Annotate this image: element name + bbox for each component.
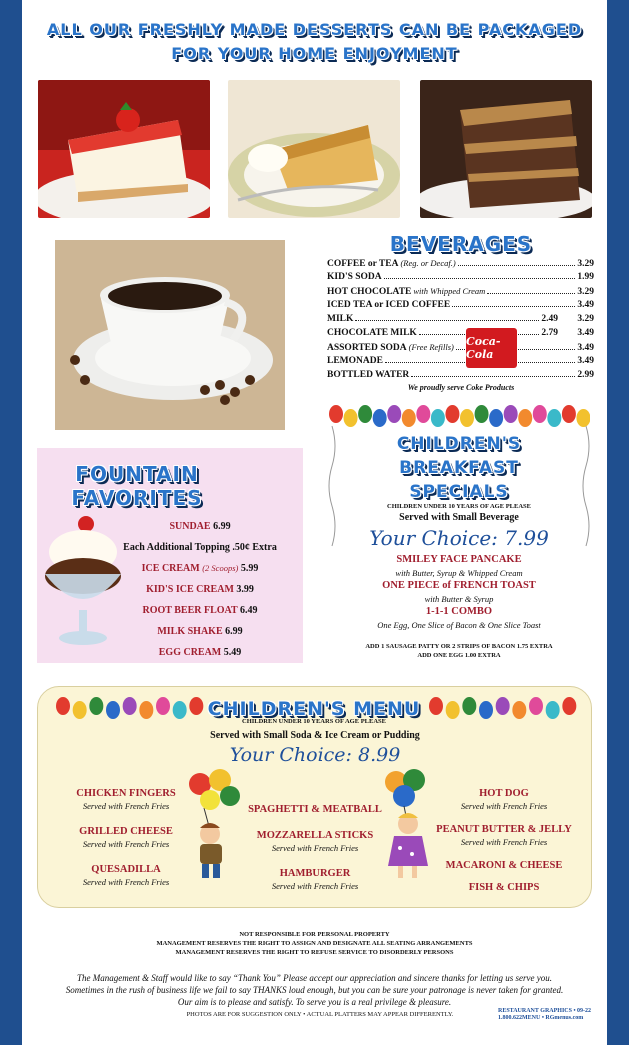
coca-cola-logo: Coca-Cola: [466, 328, 517, 368]
girl-with-balloons-illustration: [382, 768, 434, 880]
right-border: [607, 0, 629, 1045]
cheesecake-photo: [38, 80, 210, 218]
kids-menu-item-desc: Served with French Fries: [82, 877, 170, 887]
beverage-item: [327, 314, 594, 328]
thanks-line-2: Sometimes in the rush of business life we fail to say THANKS loud enough, but you can be sure your patronage is never taken for granted.: [65, 985, 564, 995]
kids-menu-balloons-left: [55, 692, 205, 726]
beverages-title: BEVERAGES: [389, 232, 533, 256]
fountain-item-price: .50¢ Extra: [232, 542, 277, 553]
kids-menu-item-desc: Served with French Fries: [271, 843, 359, 853]
dot-leader: [411, 376, 575, 377]
kids-menu-item: [432, 881, 576, 903]
beverage-price: 3.29: [577, 287, 594, 297]
fountain-item-price: 5.49: [223, 647, 242, 658]
kids-menu-column-1: [68, 787, 184, 901]
kids-breakfast-price: Your Choice: 7.99: [369, 526, 549, 550]
extra-egg: ADD ONE EGG 1.00 EXTRA: [417, 652, 501, 659]
fountain-item-price: 5.99: [240, 563, 259, 574]
beverage-price: 1.99: [577, 272, 594, 282]
beverage-name: COFFEE or TEA: [327, 259, 399, 269]
extra-sausage-bacon: ADD 1 SAUSAGE PATTY OR 2 STRIPS OF BACON 1.75 EXTRA: [365, 643, 553, 650]
balloon-decoration: [529, 697, 543, 715]
beverage-item: [327, 258, 594, 272]
breakfast-item-name: 1-1-1 COMBO: [425, 606, 493, 617]
fountain-item-note: (2 Scoops): [202, 563, 239, 573]
beverage-price: 2.99: [577, 370, 594, 380]
balloon-decoration: [479, 701, 493, 719]
balloon-decoration: [89, 697, 103, 715]
fountain-item-name: KID'S ICE CREAM: [146, 584, 234, 595]
balloon-decoration: [475, 405, 489, 423]
kids-menu-item: [432, 859, 576, 881]
kids-menu-item: [432, 823, 576, 859]
balloon-decoration: [56, 697, 70, 715]
beverage-name: HOT CHOCOLATE: [327, 287, 412, 297]
beverage-price-small: 2.49: [541, 314, 558, 324]
fountain-item: [97, 600, 303, 621]
beverage-note: (Free Refills): [408, 342, 454, 352]
beverage-note: (Reg. or Decaf.): [400, 258, 456, 268]
balloon-decoration: [329, 405, 343, 423]
balloon-decoration: [106, 701, 120, 719]
fountain-item: [97, 558, 303, 579]
kids-menu-item-desc: Served with French Fries: [460, 837, 548, 847]
fountain-item: [97, 642, 303, 663]
balloon-decoration: [431, 409, 445, 427]
fountain-item: [97, 516, 303, 537]
balloon-decoration: [416, 405, 430, 423]
balloon-decoration: [533, 405, 547, 423]
beverage-item: [327, 328, 594, 342]
dot-leader: [458, 265, 576, 266]
beverage-price: 3.49: [577, 356, 594, 366]
kids-breakfast-item-list: [336, 553, 582, 631]
fine-print-line-3: MANAGEMENT RESERVES THE RIGHT TO REFUSE SERVICE TO DISORDERLY PERSONS: [175, 949, 454, 956]
balloon-decoration: [547, 409, 561, 427]
fine-print: [40, 930, 589, 957]
beverage-item: [327, 272, 594, 286]
balloon-decoration: [73, 701, 87, 719]
kids-menu-balloons-right: [428, 692, 578, 726]
beverage-name: KID'S SODA: [327, 272, 382, 282]
kids-menu-item-name: QUESADILLA: [91, 864, 161, 875]
breakfast-item-desc: with Butter & Syrup: [424, 594, 494, 604]
coffee-cup-photo: [55, 240, 285, 430]
kids-menu-item-name: MACARONI & CHEESE: [445, 860, 563, 871]
header-line-2: FOR YOUR HOME ENJOYMENT: [171, 44, 458, 63]
kids-menu-title: CHILDREN'S MENU: [207, 698, 421, 720]
kids-menu-item-desc: Served with French Fries: [460, 801, 548, 811]
kids-breakfast-extras: [336, 642, 582, 660]
kids-menu-item-name: FISH & CHIPS: [468, 882, 540, 893]
balloon-decoration: [173, 701, 187, 719]
fountain-item-price: 3.99: [236, 584, 254, 595]
kids-menu-item-desc: Served with French Fries: [271, 881, 359, 891]
kids-menu-item-name: CHICKEN FINGERS: [76, 788, 176, 799]
fountain-item: [97, 579, 303, 600]
kids-breakfast-title-line-2: BREAKFAST: [399, 458, 519, 478]
beverage-price-large: 3.49: [577, 328, 594, 338]
fountain-title-line-2: FAVORITES: [71, 486, 203, 510]
beverage-name: MILK: [327, 314, 354, 324]
restaurant-graphics-logo: [498, 1008, 594, 1022]
breakfast-item-desc: with Butter, Syrup & Whipped Cream: [395, 568, 523, 578]
kids-menu-item: [68, 863, 184, 901]
kids-menu-column-2: [248, 803, 382, 905]
fountain-item-price: 6.99: [225, 626, 243, 637]
dot-leader: [487, 293, 575, 294]
balloon-decoration: [344, 409, 358, 427]
fountain-item-name: MILK SHAKE: [157, 626, 223, 637]
chocolate-cake-photo: [420, 80, 592, 218]
balloon-decoration: [445, 405, 459, 423]
thank-you-message: [30, 972, 599, 1008]
left-border: [0, 0, 22, 1045]
balloon-string: [583, 426, 589, 546]
balloon-decoration: [402, 409, 416, 427]
kids-menu-item-name: HOT DOG: [479, 788, 529, 799]
balloon-decoration: [576, 409, 590, 427]
beverage-name: BOTTLED WATER: [327, 370, 410, 380]
logo-line-1: RESTAURANT GRAPHICS • 09-22: [498, 1008, 592, 1014]
balloon-decoration: [504, 405, 518, 423]
kids-menu-item-name: SPAGHETTI & MEATBALL: [248, 804, 382, 815]
breakfast-item: [336, 605, 582, 631]
kids-menu-item: [432, 787, 576, 823]
balloon-decoration: [387, 405, 401, 423]
header-line-1: ALL OUR FRESHLY MADE DESSERTS CAN BE PACKAGED: [46, 20, 583, 39]
fountain-favorites-panel: [37, 448, 303, 663]
kids-breakfast-title: [336, 432, 582, 504]
kids-menu-served-with: Served with Small Soda & Ice Cream or Pudding: [210, 730, 420, 741]
balloon-decoration: [462, 697, 476, 715]
kids-menu-item: [248, 803, 382, 829]
fountain-title: [37, 462, 237, 510]
fountain-item-name: EGG CREAM: [158, 647, 222, 658]
balloon-decoration: [446, 701, 460, 719]
kids-breakfast-title-line-1: CHILDREN'S: [396, 434, 522, 454]
beverage-price-large: 3.29: [577, 314, 594, 324]
dot-leader: [452, 306, 575, 307]
balloon-decoration: [123, 697, 137, 715]
breakfast-item: [336, 553, 582, 579]
kids-menu-item-name: MOZZARELLA STICKS: [256, 830, 374, 841]
beverage-item: [327, 342, 594, 356]
fountain-item: [97, 537, 303, 558]
kids-menu-item: [248, 829, 382, 867]
thanks-line-1: The Management & Staff would like to say “Thank You” Please accept our appreciation and sincere thanks for letting us serve you.: [77, 973, 552, 983]
kids-breakfast-title-line-3: SPECIALS: [409, 482, 509, 502]
fine-print-line-1: NOT RESPONSIBLE FOR PERSONAL PROPERTY: [239, 931, 390, 938]
balloon-decoration: [518, 409, 532, 427]
balloon-decoration: [460, 409, 474, 427]
dot-leader: [384, 278, 576, 279]
balloon-decoration: [358, 405, 372, 423]
kids-menu-item: [248, 867, 382, 905]
boy-with-balloons-illustration: [186, 768, 246, 880]
beverage-name: ICED TEA or ICED COFFEE: [327, 300, 451, 310]
breakfast-item: [336, 579, 582, 605]
fountain-item-name: SUNDAE: [169, 521, 211, 532]
beverage-list: [327, 258, 594, 384]
kids-breakfast-served-with: Served with Small Beverage: [399, 512, 519, 523]
kids-breakfast-age-note: CHILDREN UNDER 10 YEARS OF AGE PLEASE: [387, 503, 531, 510]
balloon-decoration: [373, 409, 387, 427]
breakfast-item-desc: One Egg, One Slice of Bacon & One Slice Toast: [377, 620, 541, 630]
balloon-decoration: [496, 697, 510, 715]
balloon-decoration: [562, 697, 576, 715]
balloon-decoration: [139, 701, 153, 719]
kids-menu-price: Your Choice: 8.99: [229, 744, 401, 766]
logo-line-2: 1.800.622MENU • RGmenus.com: [498, 1015, 584, 1021]
dot-leader: [355, 320, 539, 321]
balloon-decoration: [489, 409, 503, 427]
kids-menu-item-desc: Served with French Fries: [82, 801, 170, 811]
beverage-item: [327, 356, 594, 370]
fountain-title-line-1: FOUNTAIN: [75, 462, 199, 486]
balloon-decoration: [562, 405, 576, 423]
balloon-decoration: [429, 697, 443, 715]
balloon-decoration: [546, 701, 560, 719]
beverage-item: [327, 370, 594, 384]
beverage-item: [327, 300, 594, 314]
kids-menu-age-note: CHILDREN UNDER 10 YEARS OF AGE PLEASE: [242, 718, 386, 725]
balloon-decoration: [156, 697, 170, 715]
beverages-footer: We proudly serve Coke Products: [407, 383, 515, 392]
balloon-string: [329, 426, 335, 546]
breakfast-item-name: ONE PIECE of FRENCH TOAST: [382, 580, 536, 591]
kids-menu-item: [68, 787, 184, 825]
kids-menu-item-name: GRILLED CHEESE: [79, 826, 173, 837]
beverage-price: 3.49: [577, 300, 594, 310]
fountain-item-list: [97, 516, 303, 663]
beverage-price: 3.29: [577, 259, 594, 269]
balloon-decoration: [512, 701, 526, 719]
fountain-item-name: ICE CREAM: [141, 563, 200, 574]
photos-disclaimer: PHOTOS ARE FOR SUGGESTION ONLY • ACTUAL PLATTERS MAY APPEAR DIFFERENTLY.: [186, 1011, 454, 1018]
fountain-item-name: ROOT BEER FLOAT: [142, 605, 238, 616]
fountain-item-price: 6.49: [240, 605, 258, 616]
kids-menu-item-name: HAMBURGER: [279, 868, 351, 879]
fountain-item-name: Each Additional Topping: [123, 542, 230, 553]
header-title: [30, 18, 599, 66]
beverage-name: CHOCOLATE MILK: [327, 328, 417, 338]
kids-menu-column-3: [432, 787, 576, 903]
breakfast-item-name: SMILEY FACE PANCAKE: [396, 554, 522, 565]
fountain-item-price: 6.99: [213, 521, 231, 532]
beverage-note: with Whipped Cream: [413, 286, 486, 296]
apple-pie-photo: [228, 80, 400, 218]
fountain-item: [97, 621, 303, 642]
beverage-name: LEMONADE: [327, 356, 383, 366]
kids-menu-item-name: PEANUT BUTTER & JELLY: [436, 824, 572, 835]
beverage-price-small: 2.79: [541, 328, 558, 338]
kids-menu-item-desc: Served with French Fries: [82, 839, 170, 849]
thanks-line-3: Our aim is to please and satisfy. To serve you is a real privilege & pleasure.: [177, 997, 452, 1007]
beverage-item: [327, 286, 594, 300]
beverage-price: 3.49: [577, 343, 594, 353]
kids-menu-item: [68, 825, 184, 863]
beverage-name: ASSORTED SODA: [327, 343, 407, 353]
fine-print-line-2: MANAGEMENT RESERVES THE RIGHT TO ASSIGN AND DESIGNATE ALL SEATING ARRANGEMENTS: [156, 940, 473, 947]
